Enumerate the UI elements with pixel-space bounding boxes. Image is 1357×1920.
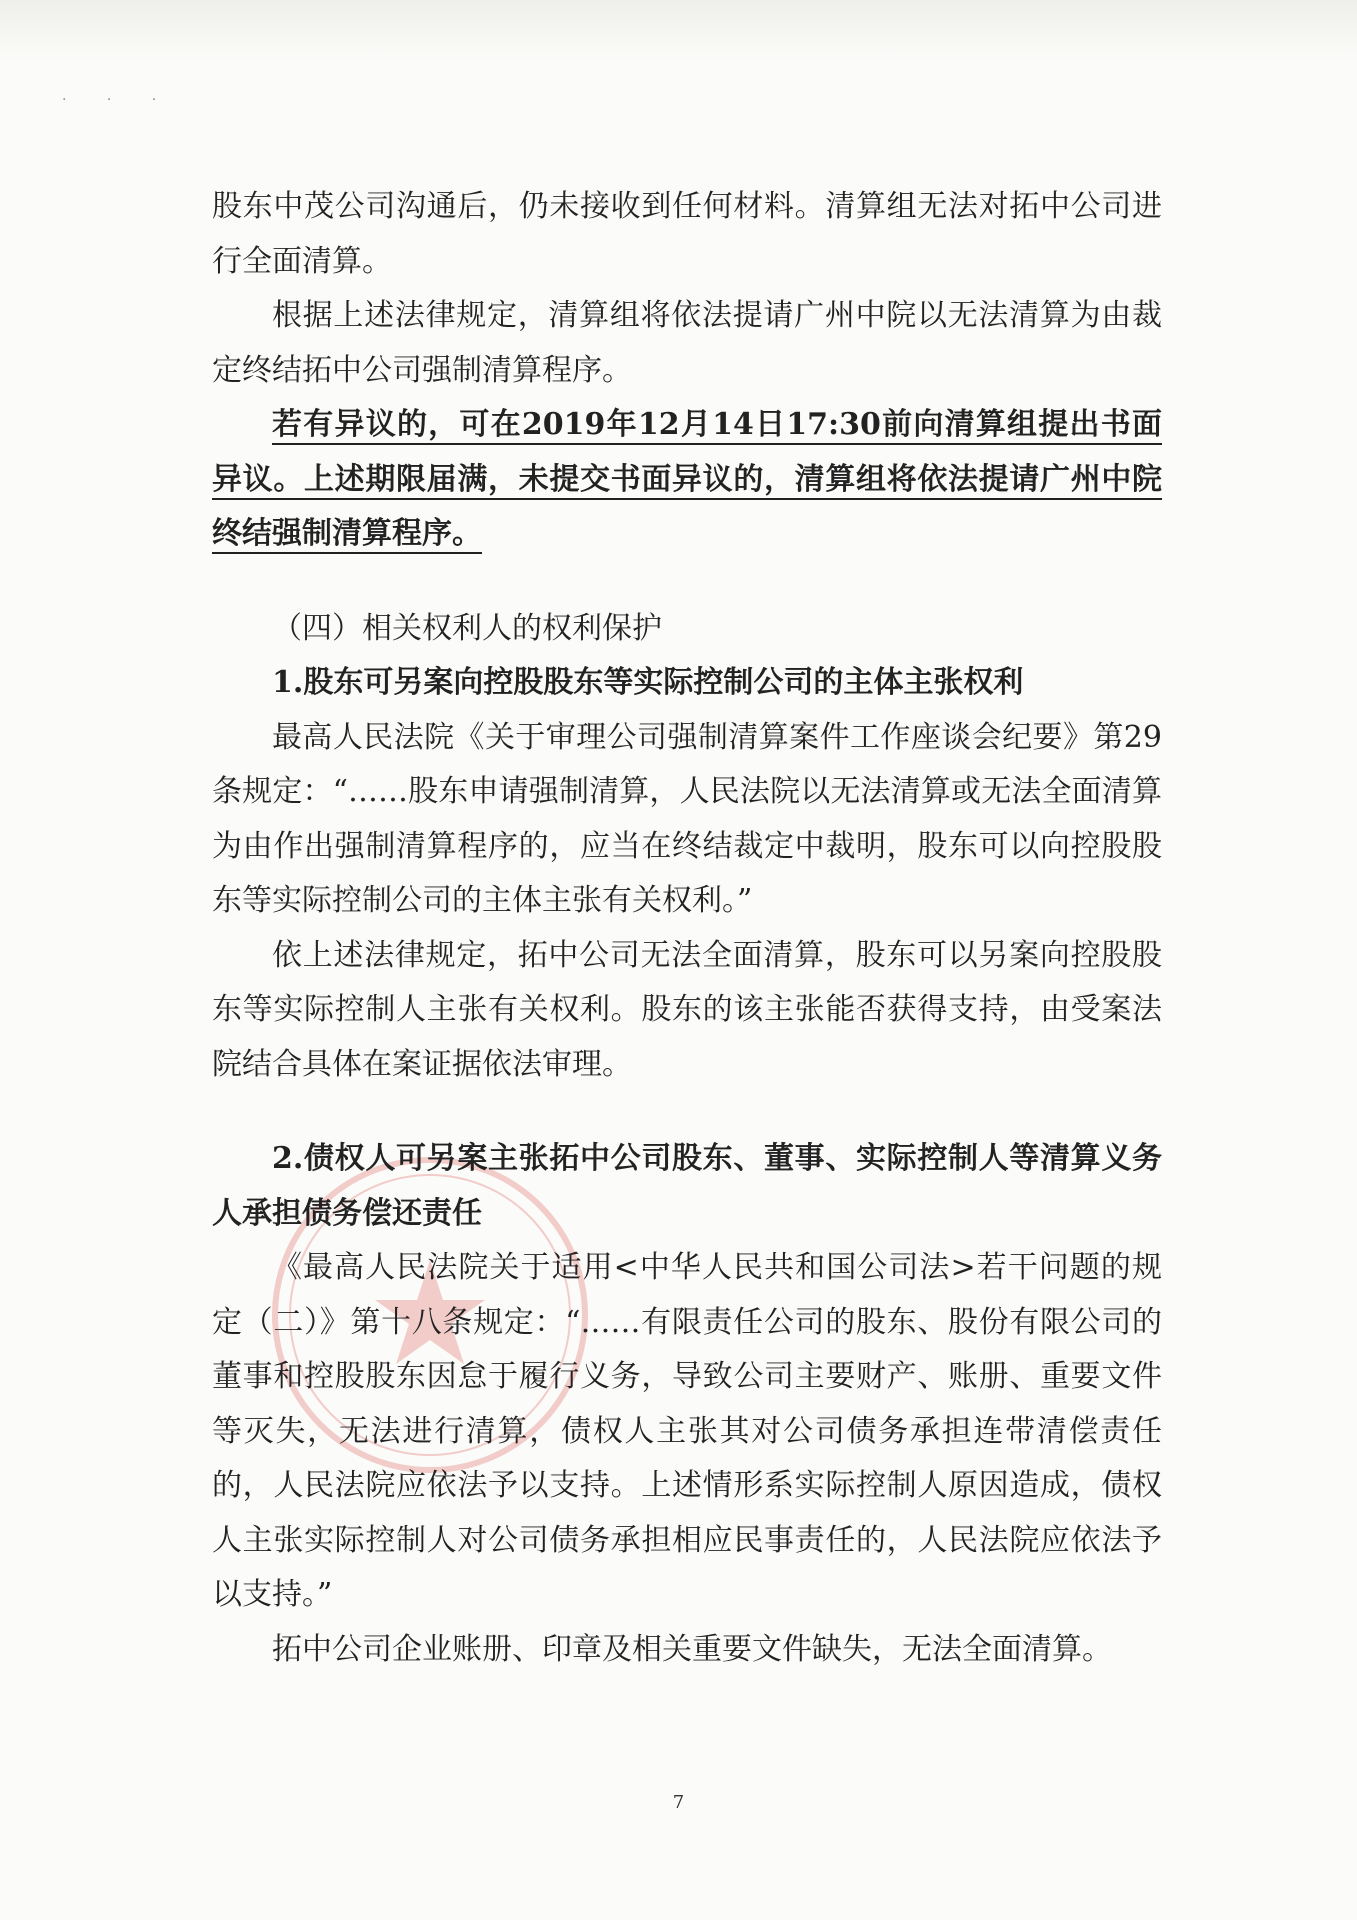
- paragraph: 股东中茂公司沟通后，仍未接收到任何材料。清算组无法对拓中公司进行全面清算。: [212, 189, 1162, 279]
- document-body: [212, 180, 1162, 1677]
- paragraph: 拓中公司企业账册、印章及相关重要文件缺失，无法全面清算。: [272, 1631, 1112, 1667]
- subsection-heading: 2.债权人可另案主张拓中公司股东、董事、实际控制人等清算义务人承担债务偿还责任: [212, 1141, 1162, 1231]
- paragraph: 《最高人民法院关于适用<中华人民共和国公司法>若干问题的规定（二）》第十八条规定：“……有限责任公司的股东、股份有限公司的董事和控股股东因怠于履行义务，导致公司主要财产、账册、重要文件等灭失，无法进行清算，债权人主张其对公司债务承担连带清偿责任的，人民法院应依法予以支持。上述情形系实际控制人原因造成，债权人主张实际控制人对公司债务承担相应民事责任的，人民法院应依法予以支持。”: [212, 1250, 1162, 1612]
- paragraph: 依上述法律规定，拓中公司无法全面清算，股东可以另案向控股股东等实际控制人主张有关权利。股东的该主张能否获得支持，由受案法院结合具体在案证据依法审理。: [212, 937, 1162, 1082]
- subsection-heading: 1.股东可另案向控股股东等实际控制公司的主体主张权利: [272, 665, 1024, 700]
- objection-notice: 若有异议的，可在2019年12月14日17:30前向清算组提出书面异议。上述期限届满，未提交书面异议的，清算组将依法提请广州中院终结强制清算程序。: [212, 407, 1162, 551]
- scan-shadow: [0, 0, 1357, 60]
- page-number: 7: [672, 1792, 685, 1813]
- paragraph: 根据上述法律规定，清算组将依法提请广州中院以无法清算为由裁定终结拓中公司强制清算程序。: [212, 298, 1162, 388]
- scan-marks: · · ·: [62, 92, 175, 108]
- paragraph: 最高人民法院《关于审理公司强制清算案件工作座谈会纪要》第29条规定：“……股东申请强制清算，人民法院以无法清算或无法全面清算为由作出强制清算程序的，应当在终结裁定中裁明，股东可以向控股股东等实际控制公司的主体主张有关权利。”: [212, 719, 1162, 918]
- section-heading: （四）相关权利人的权利保护: [272, 610, 662, 646]
